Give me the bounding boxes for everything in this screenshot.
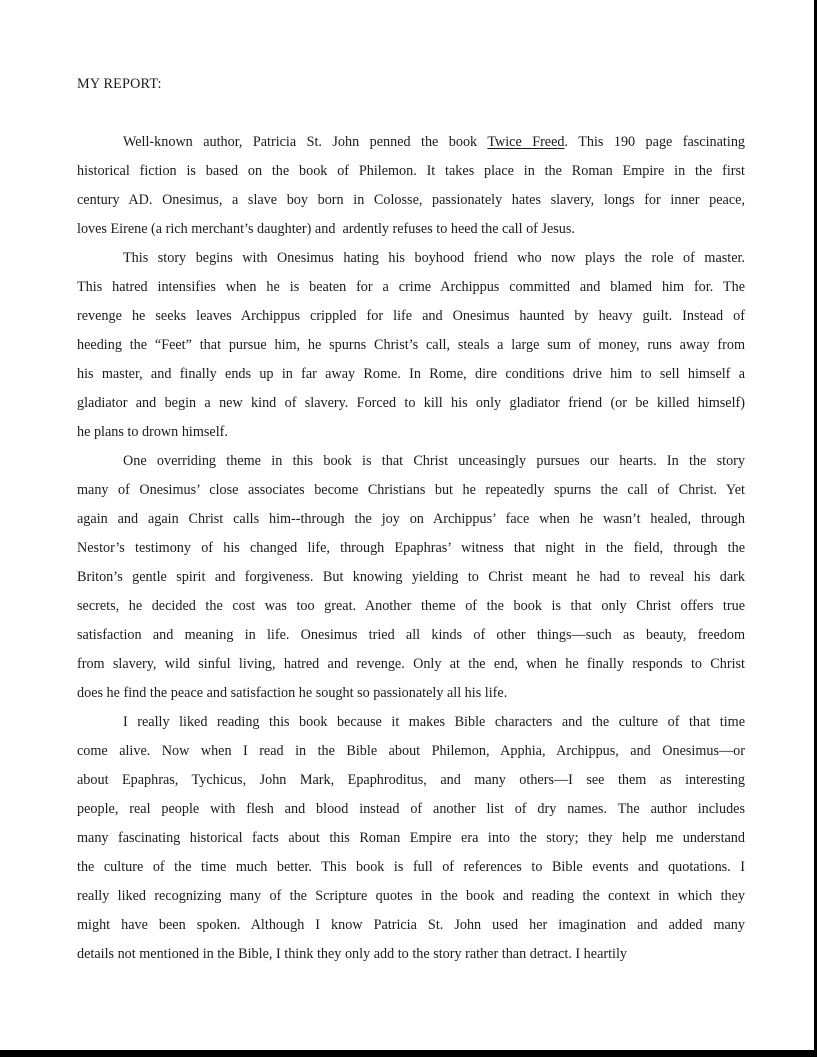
text-segment: Nestor’s testimony of his changed life, through Epaphras’ witness that night in the field, through the	[77, 540, 745, 556]
text-line	[77, 737, 745, 766]
scan-edge-bottom	[0, 1050, 817, 1057]
text-segment: the culture of the time much better. This book is full of references to Bible events and quotations. I	[77, 859, 745, 875]
text-line	[77, 650, 745, 679]
text-segment: details not mentioned in the Bible, I think they only add to the story rather than detract. I heartily	[77, 946, 628, 962]
text-line	[77, 708, 745, 737]
text-line	[77, 621, 745, 650]
text-line	[77, 679, 745, 708]
text-segment: about Epaphras, Tychicus, John Mark, Epaphroditus, and many others—I see them as interesting	[77, 772, 745, 788]
text-segment: people, real people with flesh and blood instead of another list of dry names. The author includes	[77, 801, 745, 817]
text-line	[77, 853, 745, 882]
text-segment: from slavery, wild sinful living, hatred and revenge. Only at the end, when he finally responds to Christ	[77, 656, 745, 672]
text-line	[77, 534, 745, 563]
text-line	[77, 882, 745, 911]
text-segment: This hatred intensifies when he is beaten for a crime Archippus committed and blamed him for. The	[77, 279, 745, 295]
text-segment: come alive. Now when I read in the Bible about Philemon, Apphia, Archippus, and Onesimus—or	[77, 743, 745, 759]
text-segment: . This 190 page fascinating	[564, 134, 746, 150]
text-line	[77, 331, 745, 360]
document-content	[77, 70, 745, 969]
text-segment: century AD. Onesimus, a slave boy born in Colosse, passionately hates slavery, longs for inner peace,	[77, 192, 745, 208]
text-segment: Well-known author, Patricia St. John penned the book	[123, 134, 488, 150]
paragraph	[77, 128, 745, 244]
text-line	[77, 157, 745, 186]
text-segment: again and again Christ calls him--through the joy on Archippus’ face when he wasn’t healed, through	[77, 511, 745, 527]
text-segment: really liked recognizing many of the Scripture quotes in the book and reading the context in which they	[77, 888, 745, 904]
text-line	[77, 389, 745, 418]
text-line	[77, 795, 745, 824]
text-segment: his master, and finally ends up in far away Rome. In Rome, dire conditions drive him to sell himself a	[77, 366, 745, 382]
text-line	[77, 824, 745, 853]
text-line	[77, 273, 745, 302]
paragraph	[77, 708, 745, 969]
text-segment: I really liked reading this book because it makes Bible characters and the culture of that time	[123, 714, 745, 730]
text-line	[77, 215, 745, 244]
text-segment: satisfaction and meaning in life. Onesimus tried all kinds of other things—such as beauty, freedom	[77, 627, 745, 643]
text-segment: Briton’s gentle spirit and forgiveness. But knowing yielding to Christ meant he had to reveal his dark	[77, 569, 745, 585]
text-line	[77, 447, 745, 476]
text-line	[77, 360, 745, 389]
text-line	[77, 766, 745, 795]
text-segment: historical fiction is based on the book of Philemon. It takes place in the Roman Empire in the first	[77, 163, 745, 179]
text-line	[77, 244, 745, 273]
text-line	[77, 505, 745, 534]
text-segment: This story begins with Onesimus hating his boyhood friend who now plays the role of master.	[123, 250, 745, 266]
text-segment: might have been spoken. Although I know Patricia St. John used her imagination and added many	[77, 917, 745, 933]
text-line	[77, 128, 745, 157]
text-line	[77, 476, 745, 505]
text-line	[77, 940, 745, 969]
text-segment: heeding the “Feet” that pursue him, he spurns Christ’s call, steals a large sum of money, runs away from	[77, 337, 745, 353]
text-line	[77, 592, 745, 621]
text-segment: many fascinating historical facts about this Roman Empire era into the story; they help me understand	[77, 830, 745, 846]
text-line	[77, 302, 745, 331]
text-line	[77, 186, 745, 215]
book-title-underlined: Twice Freed	[487, 134, 565, 150]
text-line	[77, 911, 745, 940]
paragraph	[77, 447, 745, 708]
paragraph	[77, 244, 745, 447]
text-segment: many of Onesimus’ close associates become Christians but he repeatedly spurns the call of Christ. Yet	[77, 482, 745, 498]
document-body	[77, 128, 745, 969]
text-segment: One overriding theme in this book is that Christ unceasingly pursues our hearts. In the story	[123, 453, 745, 469]
report-heading: MY REPORT:	[77, 76, 162, 92]
text-segment: loves Eirene (a rich merchant’s daughter) and ardently refuses to heed the call of Jesus.	[77, 221, 575, 237]
text-segment: gladiator and begin a new kind of slavery. Forced to kill his only gladiator friend (or be killed himself)	[77, 395, 745, 411]
text-segment: does he find the peace and satisfaction he sought so passionately all his life.	[77, 685, 508, 701]
text-line	[77, 418, 745, 447]
text-line	[77, 563, 745, 592]
text-segment: revenge he seeks leaves Archippus crippled for life and Onesimus haunted by heavy guilt. Instead of	[77, 308, 745, 324]
text-segment: he plans to drown himself.	[77, 424, 228, 440]
text-segment: secrets, he decided the cost was too great. Another theme of the book is that only Christ offers true	[77, 598, 745, 614]
